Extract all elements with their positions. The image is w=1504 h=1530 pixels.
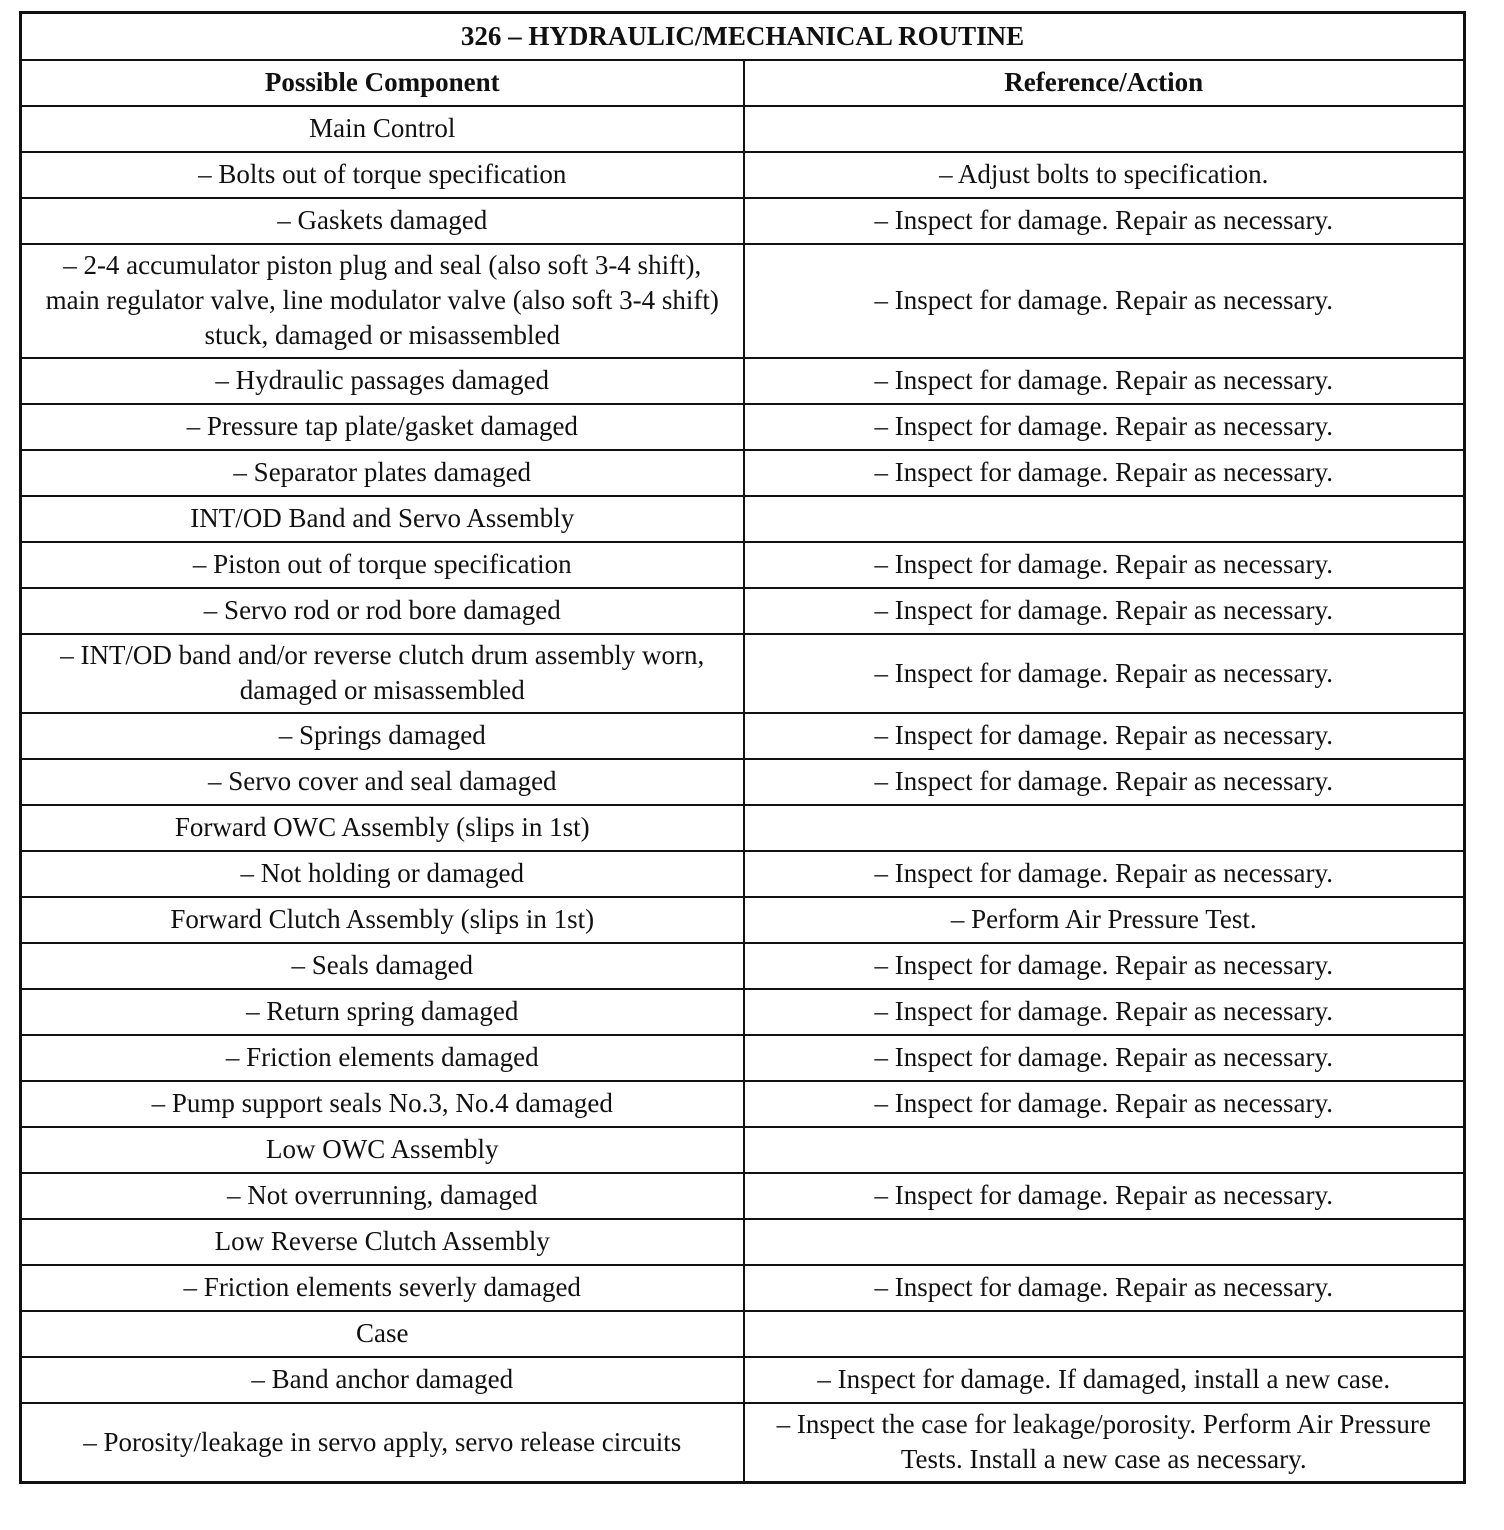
action-cell: – Inspect for damage. Repair as necessary.: [744, 198, 1465, 244]
action-cell: [744, 1219, 1465, 1265]
component-cell: – Porosity/leakage in servo apply, servo release circuits: [21, 1403, 744, 1483]
action-cell: – Inspect for damage. Repair as necessary.: [744, 542, 1465, 588]
action-cell: – Inspect the case for leakage/porosity. Perform Air Pressure Tests. Install a new case as necessary.: [744, 1403, 1465, 1483]
table-row: [21, 1035, 1465, 1081]
action-cell: [744, 805, 1465, 851]
table-title: 326 – HYDRAULIC/MECHANICAL ROUTINE: [21, 13, 1465, 61]
action-cell: – Inspect for damage. If damaged, install a new case.: [744, 1357, 1465, 1403]
column-header-component: Possible Component: [21, 60, 744, 106]
component-cell: – Springs damaged: [21, 713, 744, 759]
component-cell: Low Reverse Clutch Assembly: [21, 1219, 744, 1265]
action-cell: – Inspect for damage. Repair as necessary.: [744, 759, 1465, 805]
table-row: [21, 1081, 1465, 1127]
component-cell: – Separator plates damaged: [21, 450, 744, 496]
action-cell: – Inspect for damage. Repair as necessary.: [744, 404, 1465, 450]
component-cell: Case: [21, 1311, 744, 1357]
column-header-action: Reference/Action: [744, 60, 1465, 106]
action-cell: – Inspect for damage. Repair as necessary.: [744, 634, 1465, 713]
table-row: [21, 404, 1465, 450]
component-cell: – Band anchor damaged: [21, 1357, 744, 1403]
component-cell: – Return spring damaged: [21, 989, 744, 1035]
table-row: [21, 198, 1465, 244]
table-row: [21, 1357, 1465, 1403]
action-cell: – Inspect for damage. Repair as necessary.: [744, 1265, 1465, 1311]
table-row: [21, 759, 1465, 805]
component-cell: – INT/OD band and/or reverse clutch drum assembly worn, damaged or misassembled: [21, 634, 744, 713]
component-cell: – Not overrunning, damaged: [21, 1173, 744, 1219]
table-title-row: [21, 13, 1465, 61]
component-cell: – Seals damaged: [21, 943, 744, 989]
table-row: [21, 943, 1465, 989]
component-cell: Main Control: [21, 106, 744, 152]
component-cell: – Hydraulic passages damaged: [21, 358, 744, 404]
table-row: [21, 1311, 1465, 1357]
table-row: [21, 1403, 1465, 1483]
table-row: [21, 1265, 1465, 1311]
action-cell: – Inspect for damage. Repair as necessary.: [744, 989, 1465, 1035]
component-cell: – Pump support seals No.3, No.4 damaged: [21, 1081, 744, 1127]
action-cell: – Inspect for damage. Repair as necessary.: [744, 244, 1465, 358]
table-row: [21, 805, 1465, 851]
component-cell: – Servo cover and seal damaged: [21, 759, 744, 805]
action-cell: [744, 1127, 1465, 1173]
action-cell: – Inspect for damage. Repair as necessary.: [744, 943, 1465, 989]
table-row: [21, 542, 1465, 588]
table-row: [21, 588, 1465, 634]
action-cell: – Inspect for damage. Repair as necessary.: [744, 358, 1465, 404]
action-cell: – Inspect for damage. Repair as necessary.: [744, 1173, 1465, 1219]
table-row: [21, 897, 1465, 943]
component-cell: – Friction elements damaged: [21, 1035, 744, 1081]
component-cell: – Piston out of torque specification: [21, 542, 744, 588]
component-cell: – Not holding or damaged: [21, 851, 744, 897]
component-cell: – Pressure tap plate/gasket damaged: [21, 404, 744, 450]
component-cell: – Servo rod or rod bore damaged: [21, 588, 744, 634]
table-row: [21, 1219, 1465, 1265]
action-cell: [744, 496, 1465, 542]
component-cell: Forward Clutch Assembly (slips in 1st): [21, 897, 744, 943]
diagnostic-routine-table: [19, 11, 1466, 1484]
table-row: [21, 358, 1465, 404]
table-row: [21, 244, 1465, 358]
table-body: [21, 106, 1465, 1483]
action-cell: – Inspect for damage. Repair as necessary.: [744, 851, 1465, 897]
table-header-row: [21, 60, 1465, 106]
action-cell: – Inspect for damage. Repair as necessary.: [744, 1035, 1465, 1081]
table-row: [21, 634, 1465, 713]
action-cell: – Inspect for damage. Repair as necessary.: [744, 1081, 1465, 1127]
table-row: [21, 1127, 1465, 1173]
table-row: [21, 851, 1465, 897]
table-row: [21, 496, 1465, 542]
table-row: [21, 106, 1465, 152]
action-cell: [744, 1311, 1465, 1357]
action-cell: – Inspect for damage. Repair as necessary.: [744, 588, 1465, 634]
action-cell: – Perform Air Pressure Test.: [744, 897, 1465, 943]
component-cell: – Gaskets damaged: [21, 198, 744, 244]
document-page: [19, 11, 1466, 1484]
action-cell: – Adjust bolts to specification.: [744, 152, 1465, 198]
component-cell: INT/OD Band and Servo Assembly: [21, 496, 744, 542]
action-cell: – Inspect for damage. Repair as necessary.: [744, 450, 1465, 496]
component-cell: – 2-4 accumulator piston plug and seal (also soft 3-4 shift), main regulator valve, line modulator valve (also soft 3-4 shift) stuck, damaged or misassembled: [21, 244, 744, 358]
action-cell: – Inspect for damage. Repair as necessary.: [744, 713, 1465, 759]
component-cell: Forward OWC Assembly (slips in 1st): [21, 805, 744, 851]
component-cell: Low OWC Assembly: [21, 1127, 744, 1173]
table-row: [21, 713, 1465, 759]
component-cell: – Bolts out of torque specification: [21, 152, 744, 198]
table-row: [21, 152, 1465, 198]
component-cell: – Friction elements severly damaged: [21, 1265, 744, 1311]
table-row: [21, 989, 1465, 1035]
table-row: [21, 1173, 1465, 1219]
table-row: [21, 450, 1465, 496]
action-cell: [744, 106, 1465, 152]
